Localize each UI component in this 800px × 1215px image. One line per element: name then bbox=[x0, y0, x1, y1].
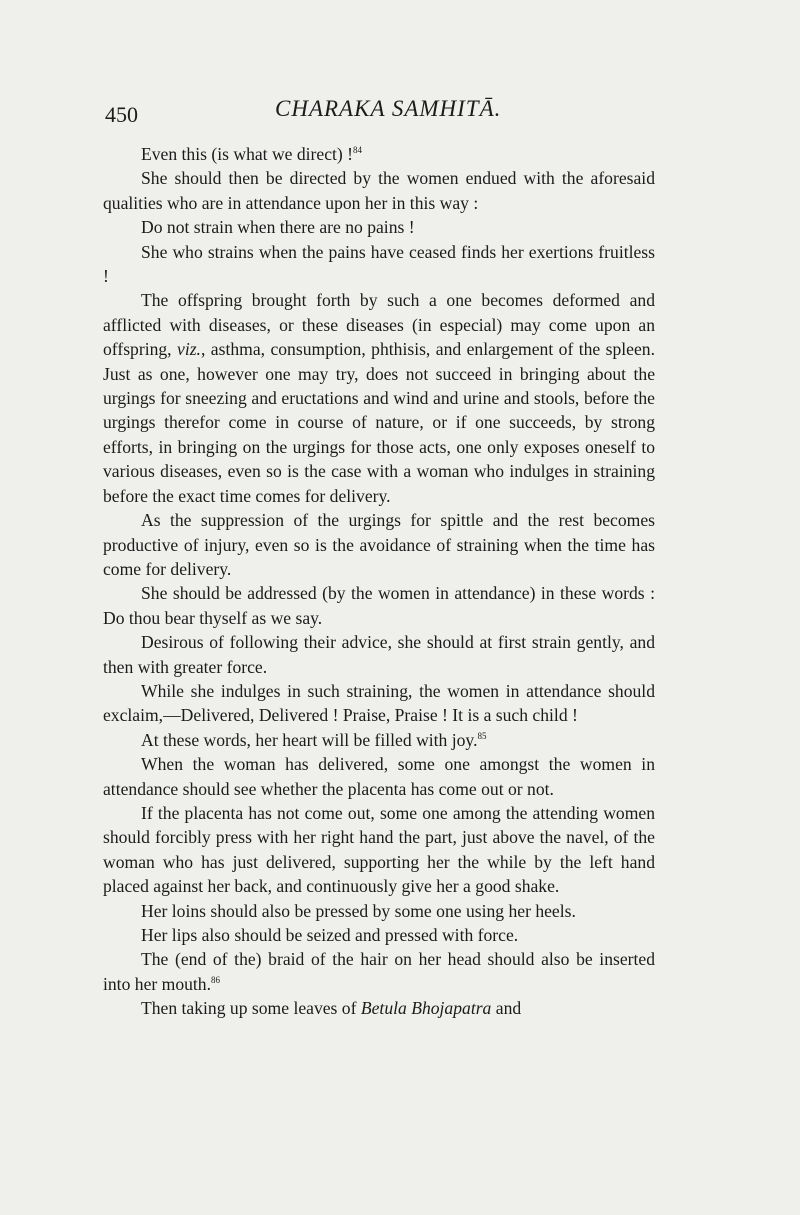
paragraph bbox=[103, 996, 655, 1020]
paragraph bbox=[103, 581, 655, 630]
paragraph bbox=[103, 801, 655, 899]
text-span: The offspring brought forth by such a one becomes deformed and afflicted with diseases, or these diseases (in especial) may come upon an offspring, bbox=[103, 290, 655, 360]
page-header bbox=[105, 96, 650, 130]
text-span: Her lips also should be seized and pressed with force. bbox=[141, 925, 519, 945]
text-span: At these words, her heart will be filled with joy. bbox=[141, 729, 478, 750]
italic-text: viz. bbox=[177, 339, 201, 360]
running-title: CHARAKA SAMHITĀ. bbox=[275, 96, 502, 121]
paragraph bbox=[103, 923, 655, 947]
text-span: While she indulges in such straining, the women in attendance should exclaim,—Delivered, Delivered ! Praise, Praise ! It is a such child ! bbox=[103, 680, 655, 726]
page-number: 450 bbox=[105, 102, 138, 127]
paragraph bbox=[103, 508, 655, 581]
paragraph bbox=[103, 288, 655, 508]
paragraph bbox=[103, 679, 655, 728]
paragraph bbox=[103, 630, 655, 679]
text-span: Her loins should also be pressed by some one using her heels. bbox=[141, 900, 576, 921]
text-span: The (end of the) braid of the hair on her head should also be inserted into her mouth. bbox=[103, 949, 655, 994]
paragraph bbox=[103, 240, 655, 289]
text-span: She who strains when the pains have ceased finds her exertions fruitless ! bbox=[103, 241, 655, 287]
text-span: Then taking up some leaves of bbox=[141, 998, 361, 1019]
footnote-marker: 84 bbox=[353, 145, 363, 156]
body-text bbox=[103, 142, 655, 1021]
text-span: She should then be directed by the women endued with the aforesaid qualities who are in attendance upon her in this way : bbox=[103, 168, 655, 213]
italic-text: Betula Bhojapatra bbox=[360, 998, 492, 1019]
paragraph bbox=[103, 215, 655, 239]
paragraph bbox=[103, 142, 655, 166]
paragraph bbox=[103, 166, 655, 215]
footnote-marker: 86 bbox=[211, 974, 220, 985]
text-span: She should be addressed (by the women in attendance) in these words : Do thou bear thyself as we say. bbox=[103, 583, 655, 628]
paragraph bbox=[103, 752, 655, 801]
text-span: As the suppression of the urgings for spittle and the rest becomes productive of injury, even so is the avoidance of straining when the time has come for delivery. bbox=[103, 510, 655, 579]
paragraph bbox=[103, 728, 655, 752]
text-span: If the placenta has not come out, some one among the attending women should forcibly press with her right hand the part, just above the navel, of the woman who has just delivered, supporting her the while by the left hand placed against her back, and continuously give her a good shake. bbox=[103, 802, 655, 897]
paragraph bbox=[103, 899, 655, 923]
text-span: When the woman has delivered, some one amongst the women in attendance should see whether the placenta has come out or not. bbox=[103, 754, 655, 799]
text-span: , asthma, consumption, phthisis, and enlargement of the spleen. Just as one, however one may try, does not succeed in bringing about the urgings for sneezing and eructations and wind and urine and stools, before the urgings therefor come in course of nature, or if one succeeds, by strong efforts, in bringing on the urgings for those acts, one only exposes oneself to various diseases, even so is the case with a woman who indulges in straining before the exact time comes for delivery. bbox=[103, 339, 655, 506]
text-span: Desirous of following their advice, she should at first strain gently, and then with greater force. bbox=[103, 632, 655, 677]
paragraph bbox=[103, 947, 655, 996]
text-span: Even this (is what we direct) ! bbox=[141, 144, 354, 164]
text-span: Do not strain when there are no pains ! bbox=[141, 217, 415, 238]
footnote-marker: 85 bbox=[477, 730, 487, 741]
text-span: and bbox=[491, 998, 522, 1019]
